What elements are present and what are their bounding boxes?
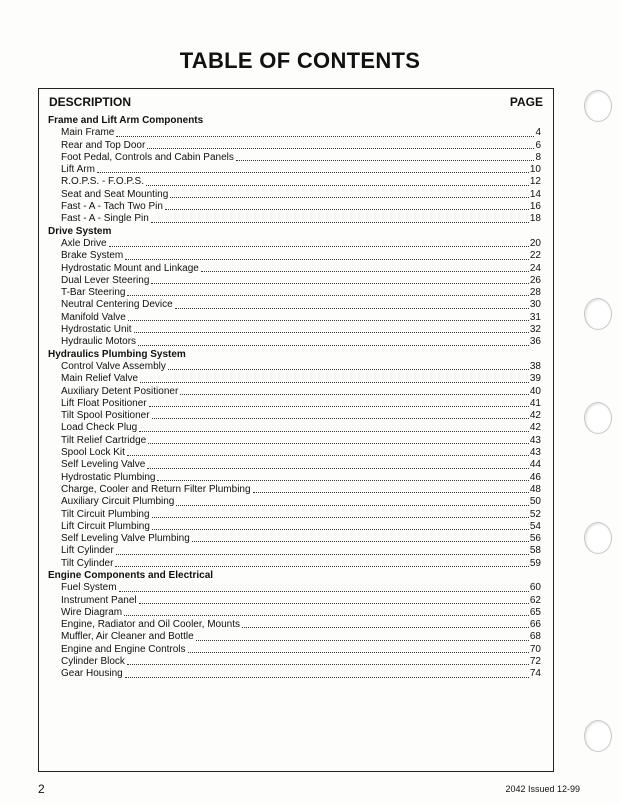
toc-entry — [47, 582, 541, 594]
toc-entry-label: Auxiliary Circuit Plumbing — [61, 496, 175, 508]
toc-entry-label: Charge, Cooler and Return Filter Plumbing — [61, 483, 251, 495]
toc-entry-page: 44 — [529, 459, 541, 471]
toc-entry-page: 43 — [529, 447, 541, 459]
dot-leader — [201, 271, 529, 272]
binder-hole — [584, 522, 612, 554]
toc-entry-page: 24 — [529, 262, 541, 274]
toc-entry — [47, 238, 541, 250]
toc-entry-label: Hydrostatic Plumbing — [61, 471, 156, 483]
toc-entry-page: 18 — [529, 213, 541, 225]
toc-entry-page: 52 — [529, 508, 541, 520]
toc-entry-label: Dual Lever Steering — [61, 274, 150, 286]
toc-entry-label: Foot Pedal, Controls and Cabin Panels — [61, 151, 234, 163]
toc-entry — [47, 398, 541, 410]
binder-hole — [584, 90, 612, 122]
toc-entry — [47, 275, 541, 287]
issue-info: 2042 Issued 12-99 — [505, 784, 580, 794]
toc-entry — [47, 668, 541, 680]
dot-leader — [97, 172, 529, 173]
dot-leader — [152, 517, 529, 518]
section-title: Frame and Lift Arm Components — [48, 115, 204, 126]
toc-entry-page: 42 — [529, 410, 541, 422]
dot-leader — [138, 345, 529, 346]
toc-entry-label: Seat and Seat Mounting — [61, 188, 169, 200]
toc-entry-page: 48 — [529, 483, 541, 495]
toc-entry-page: 65 — [529, 606, 541, 618]
toc-entry-page: 42 — [529, 422, 541, 434]
toc-entry-label: Fuel System — [61, 582, 117, 594]
toc-entry-label: Lift Arm — [61, 164, 95, 176]
toc-entry-label: Gear Housing — [61, 668, 123, 680]
toc-entry — [47, 496, 541, 508]
toc-entry — [47, 250, 541, 262]
page-title: TABLE OF CONTENTS — [179, 48, 421, 73]
toc-entry-page: 22 — [529, 250, 541, 262]
binder-hole — [584, 402, 612, 434]
toc-entry-page: 28 — [529, 287, 541, 299]
binder-hole — [584, 720, 612, 752]
toc-entry — [47, 533, 541, 545]
toc-entry-page: 12 — [529, 176, 541, 188]
toc-entry-page: 43 — [529, 434, 541, 446]
binder-hole — [584, 298, 612, 330]
toc-entry — [47, 521, 541, 533]
toc-entry — [47, 324, 541, 336]
dot-leader — [176, 505, 529, 506]
toc-entry-label: Self Leveling Valve Plumbing — [61, 533, 190, 545]
toc-entry-label: Engine and Engine Controls — [61, 643, 186, 655]
dot-leader — [242, 627, 529, 628]
toc-entry-page: 4 — [535, 127, 541, 139]
toc-entry-page: 56 — [529, 533, 541, 545]
toc-entry-label: Wire Diagram — [61, 606, 123, 618]
toc-entry — [47, 484, 541, 496]
toc-entry-label: Brake System — [61, 250, 124, 262]
toc-entry-label: Main Relief Valve — [61, 373, 139, 385]
toc-entry — [47, 472, 541, 484]
toc-entry — [47, 509, 541, 521]
toc-entry-label: Lift Float Positioner — [61, 397, 147, 409]
toc-entry-page: 20 — [529, 237, 541, 249]
toc-entry — [47, 299, 541, 311]
dot-leader — [116, 554, 529, 555]
toc-entry-page: 74 — [529, 668, 541, 680]
toc-entry-page: 6 — [535, 139, 541, 151]
toc-entry — [47, 312, 541, 324]
dot-leader — [152, 418, 529, 419]
toc-entry — [47, 127, 541, 139]
dot-leader — [149, 406, 529, 407]
dot-leader — [157, 480, 528, 481]
toc-entry-label: R.O.P.S. - F.O.P.S. — [61, 176, 144, 188]
toc-entry-label: Instrument Panel — [61, 594, 137, 606]
dot-leader — [175, 308, 529, 309]
toc-entry-page: 72 — [529, 656, 541, 668]
toc-entry-page: 41 — [529, 397, 541, 409]
toc-entry-label: T-Bar Steering — [61, 287, 126, 299]
toc-entry — [47, 287, 541, 299]
toc-entry-label: Hydraulic Motors — [61, 336, 137, 348]
dot-leader — [125, 259, 529, 260]
toc-entry — [47, 558, 541, 570]
toc-entry-label: Auxiliary Detent Positioner — [61, 385, 179, 397]
toc-entry-page: 59 — [529, 557, 541, 569]
toc-entry — [47, 410, 541, 422]
toc-entry-label: Axle Drive — [61, 237, 107, 249]
toc-entry-label: Lift Circuit Plumbing — [61, 520, 150, 532]
toc-entry-page: 10 — [529, 164, 541, 176]
toc-entry — [47, 213, 541, 225]
dot-leader — [148, 443, 529, 444]
dot-leader — [168, 369, 529, 370]
dot-leader — [127, 455, 529, 456]
toc-entry-page: 31 — [529, 311, 541, 323]
dot-leader — [134, 332, 529, 333]
toc-entry-label: Fast - A - Tach Two Pin — [61, 201, 163, 213]
toc-entry-page: 46 — [529, 471, 541, 483]
toc-entry-label: Muffler, Air Cleaner and Bottle — [61, 631, 194, 643]
dot-leader — [146, 185, 529, 186]
toc-entry-page: 36 — [529, 336, 541, 348]
toc-entry-label: Tilt Cylinder — [61, 557, 114, 569]
toc-entry-label: Load Check Plug — [61, 422, 138, 434]
toc-entry — [47, 595, 541, 607]
toc-entry — [47, 545, 541, 557]
dot-leader — [140, 382, 529, 383]
toc-entry — [47, 656, 541, 668]
dot-leader — [119, 591, 529, 592]
toc-entry-page: 66 — [529, 619, 541, 631]
toc-entry-page: 40 — [529, 385, 541, 397]
page-number: 2 — [38, 782, 45, 796]
toc-entry-label: Control Valve Assembly — [61, 360, 166, 372]
dot-leader — [151, 222, 529, 223]
toc-box — [38, 88, 554, 772]
dot-leader — [125, 677, 529, 678]
toc-entry-page: 54 — [529, 520, 541, 532]
toc-entry-label: Tilt Relief Cartridge — [61, 434, 147, 446]
dot-leader — [151, 283, 528, 284]
description-heading: DESCRIPTION — [49, 95, 132, 109]
toc-entry — [47, 373, 541, 385]
dot-leader — [127, 664, 529, 665]
toc-entry-page: 58 — [529, 545, 541, 557]
toc-entry-page: 32 — [529, 324, 541, 336]
toc-entry — [47, 152, 541, 164]
dot-leader — [147, 468, 529, 469]
dot-leader — [192, 541, 529, 542]
toc-entry — [47, 164, 541, 176]
dot-leader — [139, 431, 529, 432]
section-title: Hydraulics Plumbing System — [48, 348, 186, 360]
toc-entry-page: 60 — [529, 582, 541, 594]
dot-leader — [165, 209, 529, 210]
toc-entry-page: 14 — [529, 188, 541, 200]
toc-entry — [47, 619, 541, 631]
toc-entry — [47, 176, 541, 188]
toc-entry-label: Hydrostatic Mount and Linkage — [61, 262, 199, 274]
toc-entry-label: Tilt Spool Positioner — [61, 410, 150, 422]
toc-entry — [47, 447, 541, 459]
toc-entry — [47, 361, 541, 373]
dot-leader — [253, 492, 529, 493]
toc-entry-label: Manifold Valve — [61, 311, 126, 323]
dot-leader — [124, 615, 529, 616]
toc-entry — [47, 459, 541, 471]
toc-entry — [47, 263, 541, 275]
toc-entry — [47, 201, 541, 213]
dot-leader — [196, 640, 529, 641]
section-title: Drive System — [48, 225, 112, 237]
toc-entry-label: Spool Lock Kit — [61, 447, 125, 459]
toc-entry-page: 16 — [529, 201, 541, 213]
toc-entry-label: Cylinder Block — [61, 656, 125, 668]
toc-entry — [47, 140, 541, 152]
toc-entry-label: Lift Cylinder — [61, 545, 114, 557]
toc-entry — [47, 336, 541, 348]
toc-entry — [47, 386, 541, 398]
toc-entry-page: 8 — [535, 151, 541, 163]
dot-leader — [116, 136, 534, 137]
toc-entry-page: 30 — [529, 299, 541, 311]
dot-leader — [170, 197, 529, 198]
toc-entry-label: Self Leveling Valve — [61, 459, 146, 471]
toc-entry-label: Neutral Centering Device — [61, 299, 173, 311]
toc-entry — [47, 607, 541, 619]
toc-entry-page: 38 — [529, 360, 541, 372]
toc-entry-label: Engine, Radiator and Oil Cooler, Mounts — [61, 619, 240, 631]
page-heading: PAGE — [509, 95, 543, 109]
toc-entry — [47, 189, 541, 201]
dot-leader — [109, 246, 529, 247]
section-title: Engine Components and Electrical — [48, 569, 214, 581]
toc-entry-page: 50 — [529, 496, 541, 508]
toc-entry — [47, 644, 541, 656]
dot-leader — [127, 295, 528, 296]
toc-entry-page: 68 — [529, 631, 541, 643]
dot-leader — [147, 148, 534, 149]
toc-entry — [47, 631, 541, 643]
toc-entry — [47, 422, 541, 434]
dot-leader — [236, 160, 535, 161]
toc-entry-page: 26 — [529, 274, 541, 286]
dot-leader — [152, 529, 529, 530]
toc-entry-label: Hydrostatic Unit — [61, 324, 132, 336]
toc-entry-page: 70 — [529, 643, 541, 655]
toc-entry-label: Rear and Top Door — [61, 139, 146, 151]
dot-leader — [128, 320, 529, 321]
toc-header — [47, 95, 545, 111]
dot-leader — [180, 394, 529, 395]
toc-entry-label: Fast - A - Single Pin — [61, 213, 149, 225]
toc-entry-label: Main Frame — [61, 127, 115, 139]
dot-leader — [115, 566, 528, 567]
toc-entry — [47, 435, 541, 447]
dot-leader — [139, 603, 529, 604]
toc-list — [47, 115, 541, 681]
dot-leader — [188, 652, 529, 653]
toc-entry-page: 39 — [529, 373, 541, 385]
toc-entry-page: 62 — [529, 594, 541, 606]
toc-entry-label: Tilt Circuit Plumbing — [61, 508, 150, 520]
